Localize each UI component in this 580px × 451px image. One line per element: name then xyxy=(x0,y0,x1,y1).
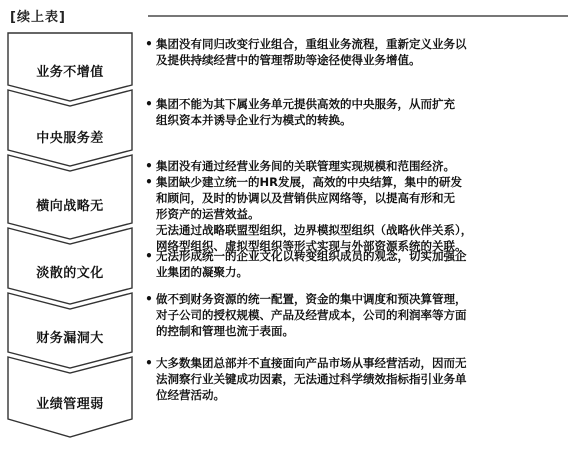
row-label-4: 淡散的文化 xyxy=(36,266,104,281)
list-item xyxy=(142,36,570,68)
row-label-2: 中央服务差 xyxy=(36,131,104,146)
row-description-3 xyxy=(142,158,570,254)
bullet-icon: • xyxy=(145,37,153,51)
list-item xyxy=(142,291,570,339)
bullet-icon: • xyxy=(145,159,153,173)
row-label-6: 业绩管理弱 xyxy=(36,397,104,412)
item-text: 做不到财务资源的统一配置，资金的集中调度和预决算管理， 对子公司的授权规模、产品及经营成本，公司的利润率等方面 的控制和管理也流于表面。 xyxy=(156,292,467,338)
item-text: 集团没有同归改变行业组合，重组业务流程，重新定义业务以 及提供持续经营中的管理帮助等途径使得业务增值。 xyxy=(156,37,467,67)
row-description-6 xyxy=(142,355,570,403)
bullet-icon: • xyxy=(145,175,153,189)
row-description-2 xyxy=(142,96,570,128)
row-label-5: 财务漏洞大 xyxy=(36,331,104,346)
row-label-1: 业务不增值 xyxy=(36,65,104,80)
row-label-3: 横向战略无 xyxy=(36,199,104,214)
item-text: 集团缺少建立统一的HR发展，高效的中央结算，集中的研发 和顾问，及时的协调以及营销供应网络等，以提高有形和无 形资产的运营效益。 无法通过战略联盟型组织，边界模拟型组织（战略伙伴关系）， 网络型组织、虚拟型组织等形式实现与外部资源系统的关联。 xyxy=(156,175,473,253)
item-text: 大多数集团总部并不直接面向产品市场从事经营活动，因而无 法洞察行业关键成功因素，无法通过科学绩效指标指引业务单 位经营活动。 xyxy=(156,356,467,402)
list-item xyxy=(142,355,570,403)
row-description-1 xyxy=(142,36,570,68)
item-text: 集团没有通过经营业务间的关联管理实现规模和范围经济。 xyxy=(156,159,455,173)
list-item xyxy=(142,248,570,280)
bullet-icon: • xyxy=(145,249,153,263)
bullet-icon: • xyxy=(145,97,153,111)
bullet-icon: • xyxy=(145,356,153,370)
item-text: 无法形成统一的企业文化以转变组织成员的观念，切实加强企 业集团的凝聚力。 xyxy=(156,249,467,279)
row-description-4 xyxy=(142,248,570,280)
bullet-icon: • xyxy=(145,292,153,306)
row-description-5 xyxy=(142,291,570,339)
top-divider xyxy=(148,15,568,17)
list-item xyxy=(142,174,570,254)
item-text: 集团不能为其下属业务单元提供高效的中央服务，从而扩充 组织资本并诱导企业行为模式的转换。 xyxy=(156,97,455,127)
list-item xyxy=(142,158,570,174)
list-item xyxy=(142,96,570,128)
table-caption: [续上表] xyxy=(10,10,66,25)
